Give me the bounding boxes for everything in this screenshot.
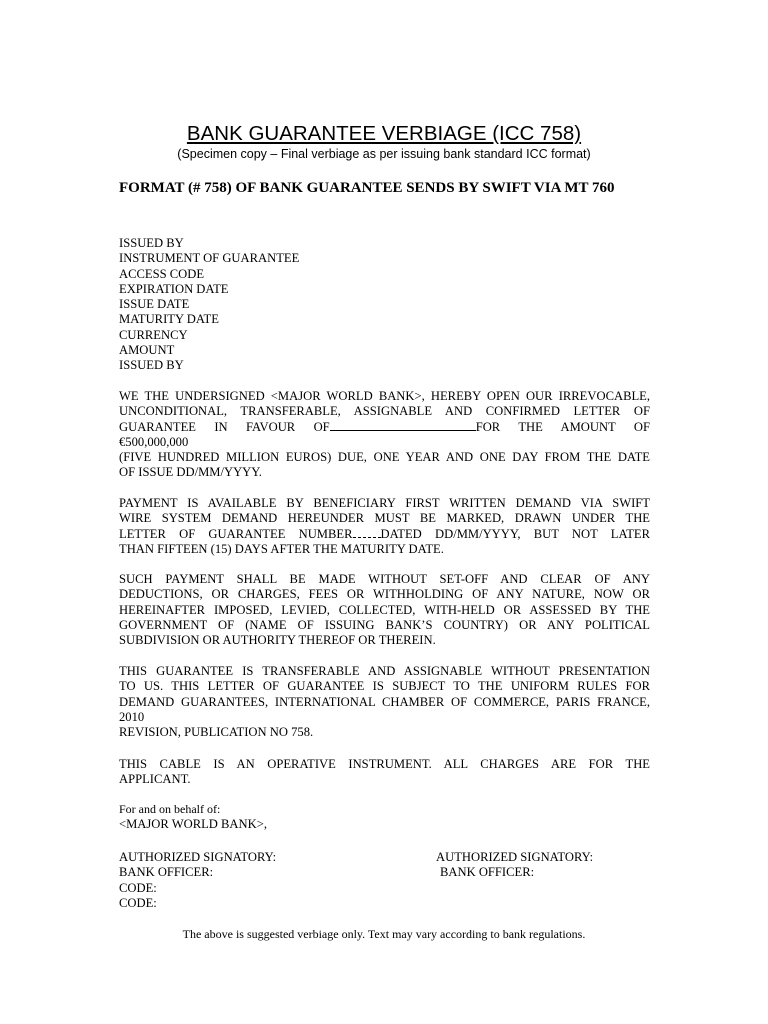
- field-item: ISSUED BY: [119, 358, 184, 373]
- paragraph-line: THIS GUARANTEE IS TRANSFERABLE AND ASSIGNABLE WITHOUT PRESENTATION: [119, 664, 650, 678]
- paragraph-line: €500,000,000: [119, 434, 189, 449]
- paragraph-line: TO US. THIS LETTER OF GUARANTEE IS SUBJECT TO THE UNIFORM RULES FOR: [119, 679, 650, 694]
- paragraph-deductions: [119, 572, 650, 648]
- signatory-block-left: [119, 850, 276, 911]
- bank-officer-label: BANK OFFICER:: [119, 865, 214, 880]
- paragraph-line: THIS CABLE IS AN OPERATIVE INSTRUMENT. ALL CHARGES ARE FOR THE: [119, 757, 650, 771]
- field-list: [119, 236, 419, 374]
- field-item: MATURITY DATE: [119, 312, 219, 327]
- document-title: BANK GUARANTEE VERBIAGE (ICC 758): [186, 122, 582, 145]
- format-heading: FORMAT (# 758) OF BANK GUARANTEE SENDS BY SWIFT VIA MT 760: [119, 180, 615, 196]
- paragraph-text: DATED DD/MM/YYYY, BUT NOT LATER: [380, 526, 650, 541]
- field-item: AMOUNT: [119, 343, 175, 358]
- paragraph-line: [119, 527, 650, 542]
- paragraph-line: SUBDIVISION OR AUTHORITY THEREOF OR THEREIN.: [119, 633, 436, 648]
- paragraph-guarantee-opening: [119, 389, 650, 481]
- paragraph-line: GOVERNMENT OF (NAME OF ISSUING BANK’S COUNTRY) OR ANY POLITICAL: [119, 617, 650, 632]
- signatory-block-right: [436, 850, 593, 881]
- paragraph-line: WIRE SYSTEM DEMAND HEREUNDER MUST BE MARKED, DRAWN UNDER THE: [119, 511, 650, 526]
- signatory-label: AUTHORIZED SIGNATORY:: [436, 850, 594, 864]
- field-item: CURRENCY: [119, 327, 188, 342]
- signatory-label: AUTHORIZED SIGNATORY:: [119, 850, 277, 864]
- paragraph-text: GUARANTEE IN FAVOUR OF: [119, 419, 330, 434]
- paragraph-line: SUCH PAYMENT SHALL BE MADE WITHOUT SET-OFF AND CLEAR OF ANY: [119, 572, 650, 586]
- paragraph-transferability: [119, 664, 650, 740]
- paragraph-text: FOR THE AMOUNT OF: [475, 419, 650, 434]
- paragraph-text: LETTER OF GUARANTEE NUMBER: [119, 526, 353, 541]
- code-label: CODE:: [119, 895, 157, 910]
- code-label: CODE:: [119, 880, 157, 895]
- bank-officer-label: BANK OFFICER:: [440, 865, 535, 880]
- on-behalf-label: For and on behalf of:: [119, 802, 221, 816]
- paragraph-line: (FIVE HUNDRED MILLION EUROS) DUE, ONE YEAR AND ONE DAY FROM THE DATE: [119, 450, 650, 465]
- bank-name: <MAJOR WORLD BANK>,: [119, 817, 267, 832]
- field-item: ISSUE DATE: [119, 297, 190, 312]
- paragraph-line: WE THE UNDERSIGNED <MAJOR WORLD BANK>, HEREBY OPEN OUR IRREVOCABLE,: [119, 389, 650, 403]
- paragraph-line: APPLICANT.: [119, 772, 191, 787]
- guarantee-number-blank: [353, 527, 381, 538]
- paragraph-line: OF ISSUE DD/MM/YYYY.: [119, 465, 262, 480]
- paragraph-line: HEREINAFTER IMPOSED, LEVIED, COLLECTED, WITH-HELD OR ASSESSED BY THE: [119, 602, 650, 617]
- paragraph-line: 2010: [119, 709, 145, 724]
- paragraph-line: UNCONDITIONAL, TRANSFERABLE, ASSIGNABLE AND CONFIRMED LETTER OF: [119, 404, 650, 419]
- document-subtitle: (Specimen copy – Final verbiage as per issuing bank standard ICC format): [177, 147, 591, 161]
- field-item: ISSUED BY: [119, 236, 184, 250]
- paragraph-line: [119, 420, 650, 435]
- beneficiary-blank-line: [330, 420, 476, 431]
- paragraph-payment-terms: [119, 496, 650, 557]
- paragraph-line: DEDUCTIONS, OR CHARGES, FEES OR WITHHOLDING OF ANY NATURE, NOW OR: [119, 587, 650, 602]
- disclaimer-footer: The above is suggested verbiage only. Text may vary according to bank regulations.: [182, 927, 586, 941]
- paragraph-line: DEMAND GUARANTEES, INTERNATIONAL CHAMBER OF COMMERCE, PARIS FRANCE,: [119, 694, 650, 709]
- paragraph-operative: [119, 757, 650, 788]
- paragraph-line: REVISION, PUBLICATION NO 758.: [119, 725, 314, 740]
- paragraph-line: THAN FIFTEEN (15) DAYS AFTER THE MATURITY DATE.: [119, 541, 444, 556]
- field-item: ACCESS CODE: [119, 266, 205, 281]
- on-behalf-block: [119, 802, 267, 833]
- paragraph-line: PAYMENT IS AVAILABLE BY BENEFICIARY FIRST WRITTEN DEMAND VIA SWIFT: [119, 496, 650, 510]
- field-item: INSTRUMENT OF GUARANTEE: [119, 251, 300, 266]
- field-item: EXPIRATION DATE: [119, 281, 229, 296]
